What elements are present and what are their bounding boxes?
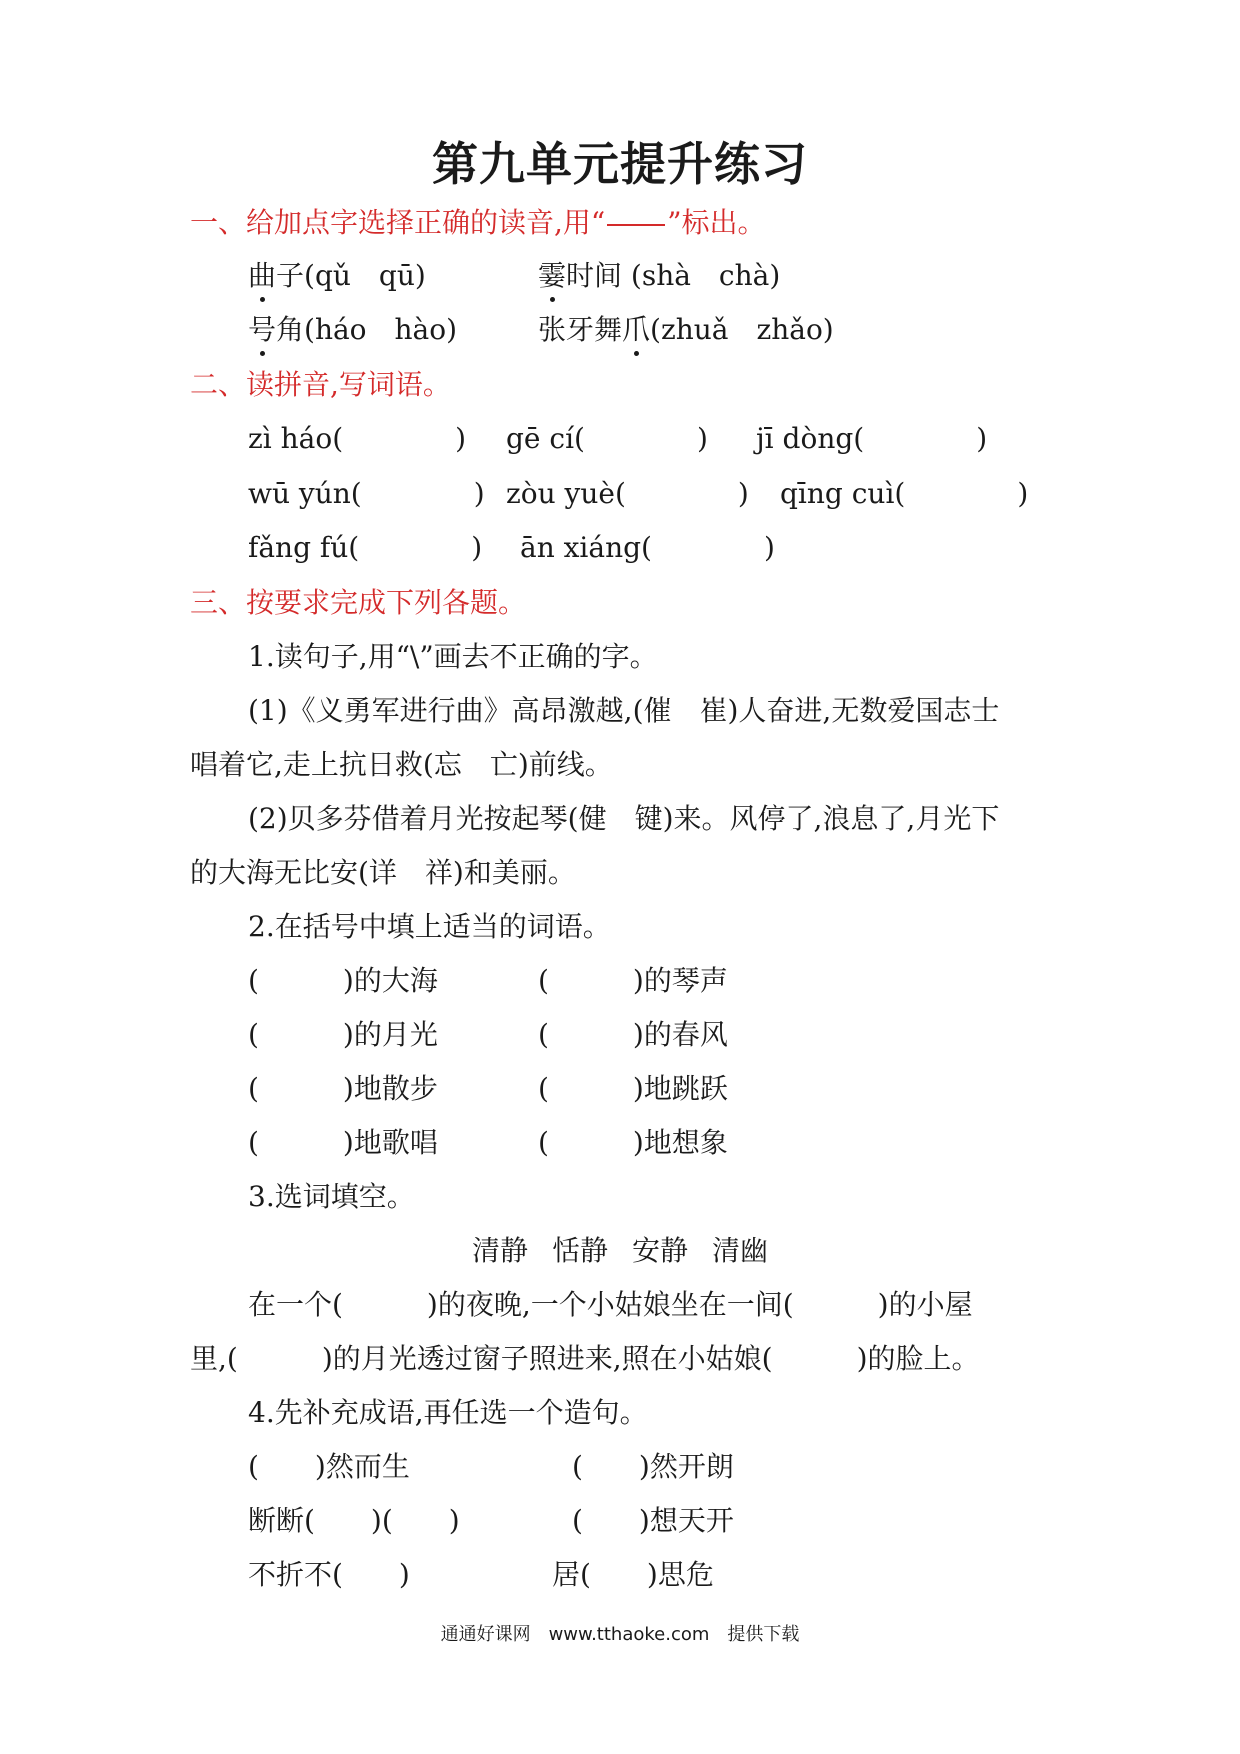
section1-heading-suffix: ”标出。 xyxy=(667,206,766,239)
q4-item-3: 断断( )( ) xyxy=(248,1504,460,1537)
q3-line-2: 里,( )的月光透过窗子照进来,照在小姑娘( )的脸上。 xyxy=(190,1342,980,1375)
q2-item-4: ( )的春风 xyxy=(538,1018,728,1051)
q4-title: 4.先补充成语,再任选一个造句。 xyxy=(248,1396,648,1429)
q2-item-5: ( )地散步 xyxy=(248,1072,438,1105)
pinyin-item-4: wū yún( ) xyxy=(248,477,485,510)
pinyin-item-5: zòu yuè( ) xyxy=(506,477,749,510)
q4-item-1: ( )然而生 xyxy=(248,1450,410,1483)
footer-credit: 通通好课网 www.tthaoke.com 提供下载 xyxy=(440,1624,800,1645)
q2-item-1: ( )的大海 xyxy=(248,964,438,997)
section1-heading xyxy=(190,205,766,241)
q2-item-6: ( )地跳跃 xyxy=(538,1072,728,1105)
s1-item-1-dotted-char: 曲 xyxy=(248,259,277,292)
q1-line-2: 唱着它,走上抗日救(忘 亡)前线。 xyxy=(190,748,613,781)
q1-line-4: 的大海无比安(详 祥)和美丽。 xyxy=(190,856,576,889)
s1-item-2-post: 时间 (shà chà) xyxy=(566,259,781,292)
q1-line-1: (1)《义勇军进行曲》高昂激越,(催 崔)人奋进,无数爱国志士 xyxy=(248,694,1000,727)
pinyin-item-7: fǎng fú( ) xyxy=(248,531,483,564)
s1-item-3-dotted-char: 号 xyxy=(248,313,277,346)
q2-item-3: ( )的月光 xyxy=(248,1018,438,1051)
q3-word-2: 恬静 xyxy=(551,1234,608,1267)
q3-word-3: 安静 xyxy=(632,1234,689,1267)
q4-item-2: ( )然开朗 xyxy=(572,1450,734,1483)
q2-item-8: ( )地想象 xyxy=(538,1126,728,1159)
s1-item-3-post: 角(háo hào) xyxy=(276,313,458,346)
q3-line-1: 在一个( )的夜晚,一个小姑娘坐在一间( )的小屋 xyxy=(248,1288,973,1321)
q2-item-7: ( )地歌唱 xyxy=(248,1126,438,1159)
s1-item-1-post: 子(qǔ qū) xyxy=(276,259,426,292)
section1-heading-prefix: 一、给加点字选择正确的读音,用“ xyxy=(190,206,606,239)
s1-item-4-pre: 张牙舞 xyxy=(538,313,623,346)
q4-item-6: 居( )思危 xyxy=(552,1558,714,1591)
s1-item-4 xyxy=(538,312,834,348)
s1-item-4-post: (zhuǎ zhǎo) xyxy=(650,313,834,346)
underline-sample xyxy=(607,224,665,226)
s1-item-3 xyxy=(248,312,457,348)
q3-word-1: 清静 xyxy=(471,1234,528,1267)
s1-item-4-dotted-char: 爪 xyxy=(622,313,651,346)
pinyin-item-8: ān xiáng( ) xyxy=(520,531,775,564)
section3-heading: 三、按要求完成下列各题。 xyxy=(190,586,527,619)
q1-title: 1.读句子,用“\”画去不正确的字。 xyxy=(248,640,658,673)
pinyin-item-6: qīng cuì( ) xyxy=(780,477,1029,510)
pinyin-item-3: jī dòng( ) xyxy=(756,422,988,455)
q4-item-4: ( )想天开 xyxy=(572,1504,734,1537)
s1-item-2-dotted-char: 霎 xyxy=(538,259,567,292)
s1-item-2 xyxy=(538,258,780,294)
q1-line-3: (2)贝多芬借着月光按起琴(健 键)来。风停了,浪息了,月光下 xyxy=(248,802,1000,835)
q3-title: 3.选词填空。 xyxy=(248,1180,415,1213)
pinyin-item-2: gē cí( ) xyxy=(506,422,708,455)
q3-word-bank xyxy=(0,1233,1240,1269)
section2-heading: 二、读拼音,写词语。 xyxy=(190,368,451,401)
q4-item-5: 不折不( ) xyxy=(248,1558,410,1591)
q2-title: 2.在括号中填上适当的词语。 xyxy=(248,910,611,943)
page-title: 第九单元提升练习 xyxy=(432,137,808,191)
q2-item-2: ( )的琴声 xyxy=(538,964,728,997)
pinyin-item-1: zì háo( ) xyxy=(248,422,467,455)
q3-word-4: 清幽 xyxy=(712,1234,769,1267)
s1-item-1 xyxy=(248,258,426,294)
